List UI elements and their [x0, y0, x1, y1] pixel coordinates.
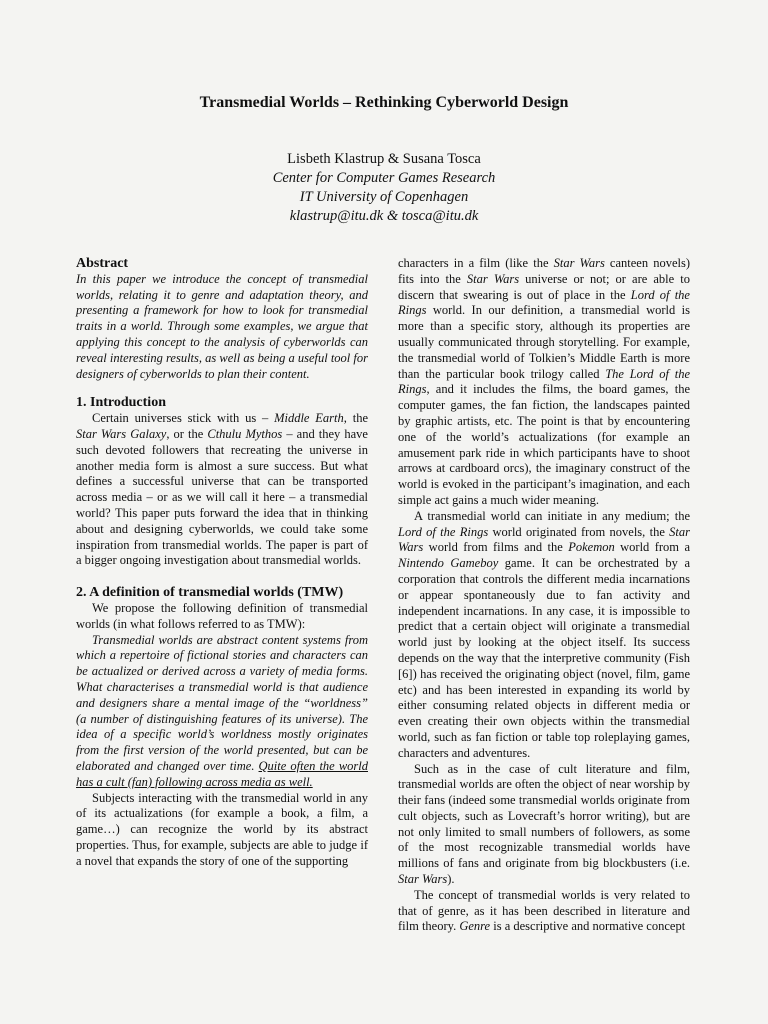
introduction-paragraph: Certain universes stick with us – Middle Earth, the Star Wars Galaxy, or the Cthulu Mythos – and they have such devoted followers that recreating the universe in another media form is almost a sure success. But what defines a successful universe that can be transported across media – or as we will call it here – a transmedial world? This paper puts forward the idea that in thinking about and designing cyberworlds, we could take some inspiration from transmedial worlds. The paper is part of a bigger ongoing investigation about transmedial worlds.: [76, 411, 368, 568]
right-paragraph-4: The concept of transmedial worlds is very related to that of genre, as it has been described in literature and film theory. Genre is a descriptive and normative concept: [398, 887, 690, 934]
left-column: [76, 256, 368, 869]
section-heading-introduction: 1. Introduction: [76, 395, 166, 411]
author-emails: klastrup@itu.dk & tosca@itu.dk: [289, 208, 479, 224]
right-paragraph-3: Such as in the case of cult literature and film, transmedial worlds are often the object of near worship by their fans (indeed some transmedial worlds originate from cult objects, such as Lovecraft’s horror writing), but are not only limited to small numbers of followers, as some of the most recognizable transmedial worlds have millions of fans and originate from big blockbusters (i.e. Star Wars).: [398, 761, 690, 887]
paper-title: Transmedial Worlds – Rethinking Cyberworld Design: [199, 94, 569, 111]
author-block: [0, 150, 768, 226]
abstract-heading: Abstract: [76, 256, 129, 271]
affiliation-center: Center for Computer Games Research: [272, 170, 496, 186]
affiliation-university: IT University of Copenhagen: [299, 189, 469, 205]
right-paragraph-2: A transmedial world can initiate in any medium; the Lord of the Rings world originated from novels, the Star Wars world from films and the Pokemon world from a Nintendo Gameboy game. It can be orchestrated by a corporation that controls the different media incarnations or appear spontaneously due to fan activity and independent incarnations. In any case, it is impossible to predict that a certain object will originate a transmedial world just by looking at the object itself. Its success depends on the way that the interpretive community (Fish [6]) has received the originating object (novel, film, game etc) and has been interested in expanding its world by either consuming related objects in different media or even creating their own objects within the transmedial world, such as fan fiction or table top roleplaying games, characters and adventures.: [398, 508, 691, 760]
definition-paragraph-2: Transmedial worlds are abstract content systems from which a repertoire of fictional stories and characters can be actualized or derived across a variety of media forms. What characterises a transmedial world is that audience and designers share a mental image of the “worldness” (a number of distinguishing features of its universe). The idea of a specific world’s worldness mostly originates from the first version of the world presented, but can be elaborated and changed over time. Quite often the world has a cult (fan) following across media as well.: [76, 632, 368, 789]
right-paragraph-1: characters in a film (like the Star Wars canteen novels) fits into the Star Wars universe or not; or are able to discern that swearing is out of place in the Lord of the Rings world. In our definition, a transmedial world is more than a specific story, although its properties are usually communicated through storytelling. For example, the transmedial world of Tolkien’s Middle Earth is more than the particular book trilogy called The Lord of the Rings, and it includes the films, the board games, the computer games, the fan fiction, the landscapes painted by graphic artists, etc. The point is that by encountering one of the world’s actualizations (for example an amusement park ride in which participants have to shoot arrows at cardboard orcs), the imaginary construct of the world is evoked in the participant’s imagination, and each simple act gains a much wider meaning.: [398, 256, 690, 507]
section-heading-definition: 2. A definition of transmedial worlds (TMW): [76, 585, 344, 601]
abstract-text: In this paper we introduce the concept of transmedial worlds, relating it to genre and adaptation theory, and presenting a framework for how to look for transmedial traits in a world. Through some examples, we argue that applying this concept to the analysis of cyberworlds can reveal interesting results, as well as being a useful tool for designers of cyberworlds to plan their content.: [76, 271, 368, 381]
definition-paragraph-3: Subjects interacting with the transmedial world in any of its actualizations (for example a book, a film, a game…) can recognize the world by its abstract properties. Thus, for example, subjects are able to judge if a novel that expands the story of one of the supporting: [76, 790, 368, 868]
definition-paragraph-1: We propose the following definition of transmedial worlds (in what follows referred to as TMW):: [76, 600, 368, 631]
right-column: [398, 256, 690, 935]
author-names: Lisbeth Klastrup & Susana Tosca: [287, 151, 481, 167]
